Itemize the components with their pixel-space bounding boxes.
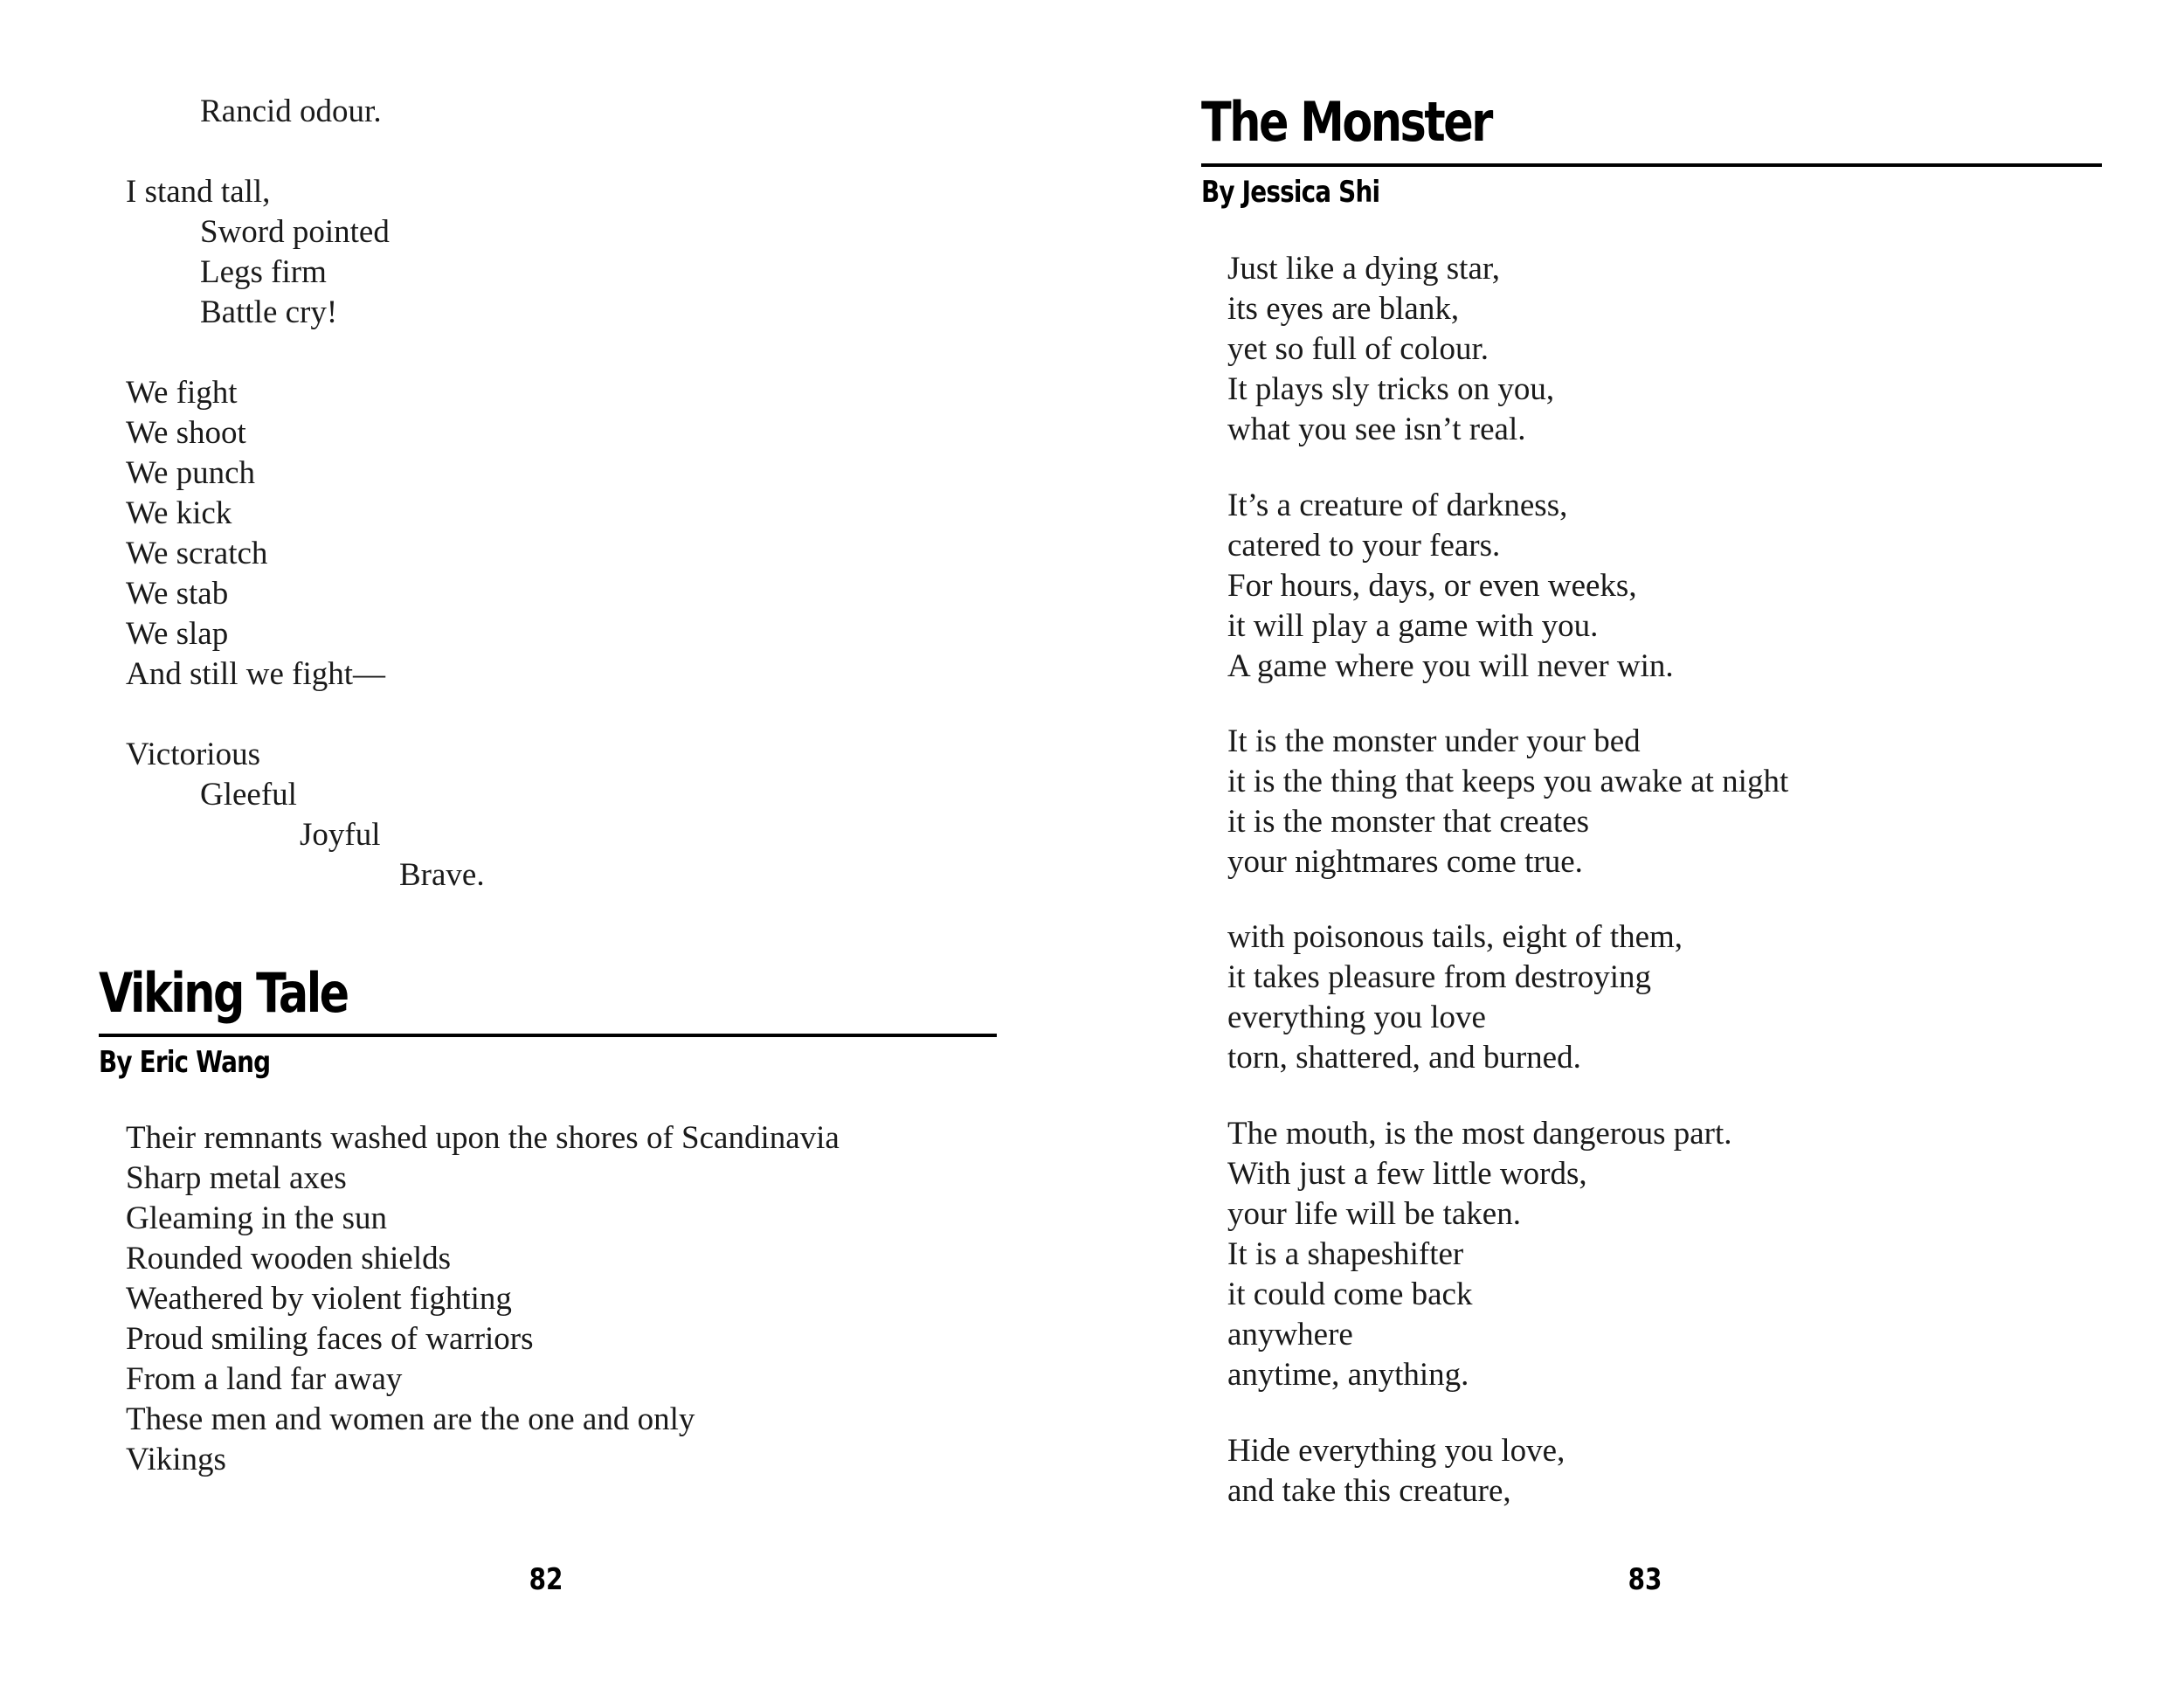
- poem-line: your life will be taken.: [1227, 1196, 1521, 1232]
- poem-line: With just a few little words,: [1227, 1156, 1587, 1192]
- poem-line: Proud smiling faces of warriors: [126, 1321, 534, 1357]
- poem-line: it could come back: [1227, 1276, 1473, 1312]
- poem-line: it takes pleasure from destroying: [1227, 959, 1651, 995]
- poem-line: Their remnants washed upon the shores of Scandinavia: [126, 1120, 840, 1156]
- poem-line: The mouth, is the most dangerous part.: [1227, 1116, 1732, 1152]
- poem-line: anywhere: [1227, 1317, 1353, 1352]
- poem-line: anytime, anything.: [1227, 1357, 1469, 1393]
- poem-line: We shoot: [126, 415, 246, 451]
- poem-line: Joyful: [300, 817, 381, 853]
- poem-line: Gleaming in the sun: [126, 1200, 388, 1236]
- poem-author: By Jessica Shi: [1201, 175, 1380, 210]
- page-number: 82: [529, 1562, 563, 1597]
- poem-line: We slap: [126, 616, 229, 652]
- right-page: [1092, 0, 2184, 1688]
- poem-line: its eyes are blank,: [1227, 291, 1460, 327]
- poem-line: everything you love: [1227, 1000, 1486, 1035]
- poem-line: it is the monster that creates: [1227, 804, 1590, 840]
- poem-line: it will play a game with you.: [1227, 608, 1599, 644]
- poem-line: For hours, days, or even weeks,: [1227, 568, 1637, 604]
- poem-line: It plays sly tricks on you,: [1227, 371, 1555, 407]
- page-number: 83: [1628, 1562, 1662, 1597]
- poem-line: Vikings: [126, 1442, 226, 1477]
- poem-title: Viking Tale: [99, 961, 348, 1025]
- poem-line: It’s a creature of darkness,: [1227, 488, 1568, 523]
- poem-line: We scratch: [126, 536, 268, 571]
- poem-line: Rounded wooden shields: [126, 1241, 452, 1276]
- poem-line: We stab: [126, 576, 229, 612]
- poem-author: By Eric Wang: [99, 1045, 271, 1080]
- poem-line: A game where you will never win.: [1227, 648, 1674, 684]
- title-divider: [1201, 163, 2102, 167]
- poem-line: what you see isn’t real.: [1227, 412, 1526, 447]
- poem-line: Victorious: [126, 737, 260, 772]
- poem-line: Just like a dying star,: [1227, 251, 1500, 287]
- poem-line: with poisonous tails, eight of them,: [1227, 919, 1683, 955]
- poem-line: torn, shattered, and burned.: [1227, 1040, 1581, 1076]
- poem-line: Weathered by violent fighting: [126, 1281, 512, 1317]
- poem-line: catered to your fears.: [1227, 528, 1501, 564]
- poem-line: Legs firm: [200, 254, 327, 290]
- poem-line: And still we fight—: [126, 656, 386, 692]
- poem-title: The Monster: [1201, 90, 1491, 154]
- poem-line: Gleeful: [200, 777, 297, 813]
- poem-line: We fight: [126, 375, 238, 411]
- poem-line: yet so full of colour.: [1227, 331, 1489, 367]
- poem-line: and take this creature,: [1227, 1473, 1511, 1509]
- poem-line: I stand tall,: [126, 174, 271, 210]
- poem-line: Sword pointed: [200, 214, 390, 250]
- poem-line: It is a shapeshifter: [1227, 1236, 1464, 1272]
- title-divider: [99, 1034, 997, 1037]
- poem-line: We punch: [126, 455, 256, 491]
- poem-line: These men and women are the one and only: [126, 1401, 695, 1437]
- poem-line: Brave.: [399, 857, 485, 893]
- poem-line: Rancid odour.: [200, 93, 382, 129]
- poem-line: Sharp metal axes: [126, 1160, 347, 1196]
- poem-line: It is the monster under your bed: [1227, 723, 1641, 759]
- poem-line: We kick: [126, 495, 232, 531]
- poem-line: it is the thing that keeps you awake at night: [1227, 764, 1789, 799]
- poem-line: your nightmares come true.: [1227, 844, 1583, 880]
- poem-line: From a land far away: [126, 1361, 403, 1397]
- poem-line: Battle cry!: [200, 294, 338, 330]
- poem-line: Hide everything you love,: [1227, 1433, 1565, 1469]
